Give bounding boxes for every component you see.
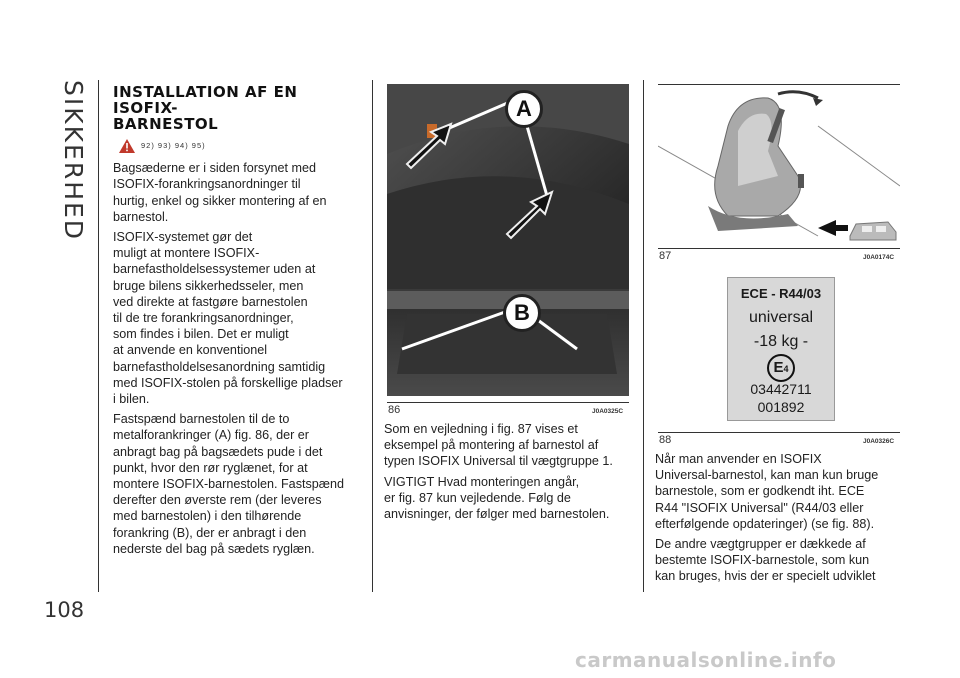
column-2 [384,421,644,526]
page-number: 108 [44,598,85,622]
column-divider [372,80,373,592]
margin-rule [98,80,99,592]
column-divider [643,80,644,592]
column-1 [113,84,363,561]
figure-87-illustration [658,86,900,242]
figure-number: 87 [659,250,672,262]
warning-triangle-icon [119,139,135,153]
callout-a: A [505,90,543,128]
figure-code: J0A0325C [592,408,624,415]
column-3 [655,451,915,589]
paragraph: Når man anvender en ISOFIX Universal-barnestol, kan man kun bruge barnestole, som er godkendt iht. ECE R44 "ISOFIX Universal" (R44/03 eller efterfølgende opdateringer) (se fig. 88). [655,452,879,531]
e-mark-letter: E [773,359,784,376]
figure-code: J0A0174C [863,254,895,261]
page-heading: INSTALLATION AF EN ISOFIX- BARNESTOL [113,83,298,133]
paragraph: Fastspænd barnestolen til de to metalforankringer (A) fig. 86, der er anbragt bag på bagsædets pude i det punkt, hvor den rør ryglænet, for at montere ISOFIX-barnestolen. Fastspænd derefter den øverste rem (der leveres med barnestolen) i den tilhørende forankring (B), der er anbragt i den nederste del bag på sædets ryglæn. [113,412,344,556]
ece-approval-label [727,277,835,421]
warning-refs: 92) 93) 94) 95) [141,141,206,150]
caption-rule [658,248,900,249]
paragraph: De andre vægtgrupper er dækkede af bestemte ISOFIX-barnestole, som kun kan bruges, hvis der er specielt udviklet [655,537,876,584]
ece-line-5: 001892 [757,399,805,415]
warning-refs-row [119,138,363,154]
paragraph: Bagsæderne er i siden forsynet med ISOFIX-forankringsanordninger til hurtig, enkel og sikker montering af en barnestol. [113,161,327,224]
figure-top-rule [658,84,900,85]
isofix-seat-photo [387,84,629,396]
child-seat-illustration [658,86,900,242]
callout-b: B [503,294,541,332]
caption-rule [658,432,900,433]
section-tab [42,80,88,242]
section-title: SIKKERHED [59,80,88,242]
caption-rule [387,402,629,403]
ece-line-4: 03442711 [750,381,812,397]
figure-number: 86 [388,404,401,416]
paragraph: ISOFIX-systemet gør det muligt at montere ISOFIX- barnefastholdelsessystemer uden at bruge bilens sikkerhedsseler, men ved direkte at fastgøre barnestolen til de tre forankringsanordninger, som findes i bilen. Det er muligt at anvende en konventionel barnefastholdelsesanordning samtidig med ISOFIX-stolen på forskellige pladser i bilen. [113,230,343,407]
figure-code: J0A0326C [863,438,895,445]
e-mark-number: 4 [783,364,789,374]
watermark: carmanualsonline.info [575,648,837,672]
ece-line-2: universal [748,309,814,326]
figure-86-photo [387,84,629,396]
paragraph: VIGTIGT Hvad monteringen angår, er fig. 87 kun vejledende. Følg de anvisninger, der følger med barnestolen. [384,474,610,522]
figure-number: 88 [659,434,672,446]
e-mark-circle [767,354,795,382]
ece-line-3: -18 kg - [753,333,809,350]
ece-line-1: ECE - R44/03 [740,286,822,301]
e-mark [728,354,834,380]
paragraph: Som en vejledning i fig. 87 vises et eksempel på montering af barnestol af typen ISOFIX Universal til vægtgruppe 1. [384,422,613,469]
